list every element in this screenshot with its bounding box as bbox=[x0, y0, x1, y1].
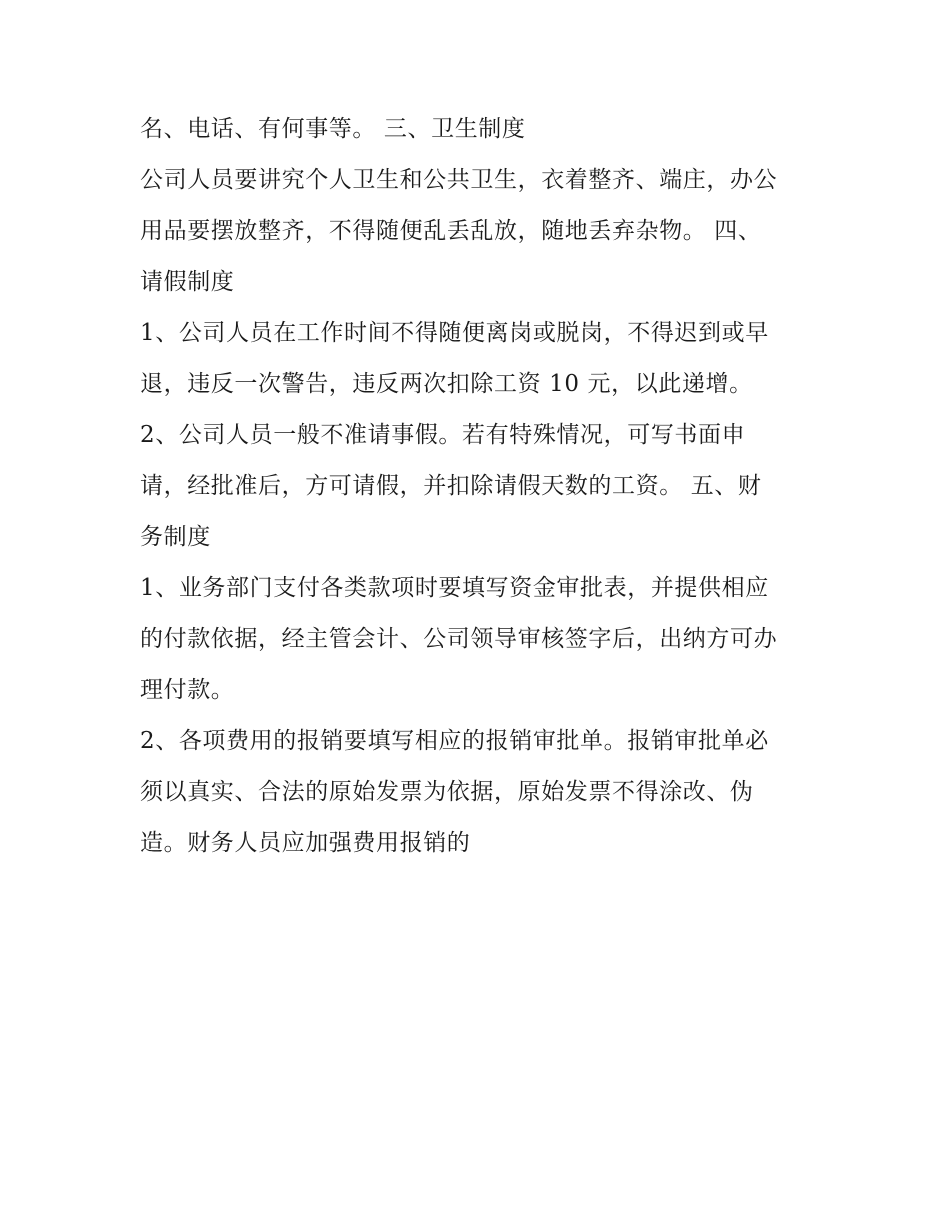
text-line-7: 2、公司人员一般不准请事假。若有特殊情况，可写书面申 bbox=[140, 422, 746, 448]
text-line-11: 的付款依据，经主管会计、公司领导审核签字后，出纳方可办 bbox=[140, 626, 778, 652]
text-line-6: 退，违反一次警告，违反两次扣除工资 10 元，以此递增。 bbox=[140, 371, 753, 397]
text-line-12: 理付款。 bbox=[140, 677, 235, 703]
text-line-14: 须以真实、合法的原始发票为依据，原始发票不得涂改、伪 bbox=[140, 779, 754, 805]
text-line-1: 名、电话、有何事等。 三、卫生制度 bbox=[140, 116, 526, 142]
text-line-8: 请，经批准后，方可请假，并扣除请假天数的工资。 五、财 bbox=[140, 473, 762, 499]
text-line-3: 用品要摆放整齐，不得随便乱丢乱放，随地丢弃杂物。 四、 bbox=[140, 218, 762, 244]
text-line-4: 请假制度 bbox=[140, 269, 235, 295]
document-body bbox=[140, 104, 820, 869]
text-line-5: 1、公司人员在工作时间不得随便离岗或脱岗，不得迟到或早 bbox=[140, 320, 769, 346]
text-line-2: 公司人员要讲究个人卫生和公共卫生，衣着整齐、端庄，办公 bbox=[140, 167, 778, 193]
text-line-15: 造。财务人员应加强费用报销的 bbox=[140, 830, 471, 856]
text-line-13: 2、各项费用的报销要填写相应的报销审批单。报销审批单必 bbox=[140, 728, 769, 754]
text-line-10: 1、业务部门支付各类款项时要填写资金审批表，并提供相应 bbox=[140, 575, 769, 601]
text-line-9: 务制度 bbox=[140, 524, 211, 550]
